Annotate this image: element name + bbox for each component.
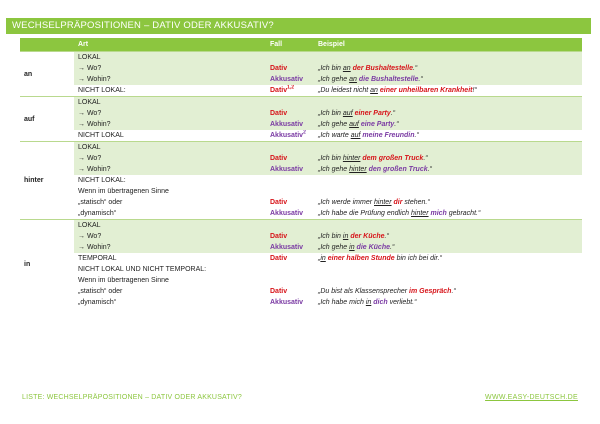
fall-cell xyxy=(266,220,314,232)
example-cell: „Ich bin in der Küche.“ xyxy=(314,231,582,242)
fall-cell: Akkusativ xyxy=(266,208,314,220)
table-row xyxy=(20,63,582,74)
art-cell: LOKAL xyxy=(74,97,266,109)
example-cell xyxy=(314,175,582,186)
art-cell: NICHT LOKAL xyxy=(74,130,266,142)
header-art: Art xyxy=(74,38,266,52)
table-row xyxy=(20,220,582,232)
table-row xyxy=(20,85,582,97)
table-row xyxy=(20,74,582,85)
table-body xyxy=(20,52,582,309)
example-cell xyxy=(314,97,582,109)
footer-title: LISTE: WECHSELPRÄPOSITIONEN – DATIV ODER AKKUSATIV? xyxy=(22,394,242,401)
art-cell: LOKAL xyxy=(74,220,266,232)
example-cell: „Ich habe die Prüfung endlich hinter mich gebracht.“ xyxy=(314,208,582,220)
table-row xyxy=(20,264,582,275)
art-cell: TEMPORAL xyxy=(74,253,266,264)
art-cell: → Wohin? xyxy=(74,119,266,130)
preposition-cell: in xyxy=(20,220,74,309)
table-row xyxy=(20,253,582,264)
fall-cell xyxy=(266,275,314,286)
example-cell xyxy=(314,52,582,64)
fall-cell: Dativ xyxy=(266,108,314,119)
example-cell: „Du leidest nicht an einer unheilbaren Krankheit!“ xyxy=(314,85,582,97)
fall-cell: Akkusativ xyxy=(266,297,314,308)
example-cell: „Ich bin auf einer Party.“ xyxy=(314,108,582,119)
fall-cell: Akkusativ xyxy=(266,164,314,175)
fall-cell: Dativ$^{1,2}$ xyxy=(266,85,314,97)
art-cell: → Wo? xyxy=(74,63,266,74)
art-cell: → Wo? xyxy=(74,108,266,119)
art-cell: „dynamisch“ xyxy=(74,208,266,220)
art-cell: → Wohin? xyxy=(74,164,266,175)
art-cell: → Wohin? xyxy=(74,74,266,85)
art-cell: „statisch“ oder xyxy=(74,197,266,208)
table-row xyxy=(20,130,582,142)
table-row xyxy=(20,97,582,109)
header-fall: Fall xyxy=(266,38,314,52)
example-cell: „Ich gehe in die Küche.“ xyxy=(314,242,582,253)
art-cell: Wenn im übertragenen Sinne xyxy=(74,186,266,197)
art-cell: NICHT LOKAL UND NICHT TEMPORAL: xyxy=(74,264,266,275)
example-cell: „Ich gehe hinter den großen Truck.“ xyxy=(314,164,582,175)
fall-cell: Akkusativ xyxy=(266,119,314,130)
art-cell: → Wo? xyxy=(74,153,266,164)
header-prep xyxy=(20,38,74,52)
art-cell: LOKAL xyxy=(74,52,266,64)
fall-cell: Dativ xyxy=(266,197,314,208)
table-row xyxy=(20,153,582,164)
header-beispiel: Beispiel xyxy=(314,38,582,52)
example-cell xyxy=(314,220,582,232)
table-row xyxy=(20,286,582,297)
example-cell: „Ich habe mich in dich verliebt.“ xyxy=(314,297,582,308)
table-row xyxy=(20,186,582,197)
fall-cell xyxy=(266,186,314,197)
table-row xyxy=(20,52,582,64)
fall-cell xyxy=(266,264,314,275)
example-cell: „Ich warte auf meine Freundin.“ xyxy=(314,130,582,142)
example-cell xyxy=(314,264,582,275)
preposition-cell: hinter xyxy=(20,142,74,220)
example-cell: „Du bist als Klassensprecher im Gespräch.“ xyxy=(314,286,582,297)
example-cell xyxy=(314,275,582,286)
fall-cell: Akkusativ xyxy=(266,242,314,253)
footer-link[interactable]: WWW.EASY-DEUTSCH.DE xyxy=(485,394,578,401)
table-row xyxy=(20,297,582,308)
example-cell xyxy=(314,142,582,154)
table-row xyxy=(20,242,582,253)
art-cell: „statisch“ oder xyxy=(74,286,266,297)
art-cell: NICHT LOKAL: xyxy=(74,175,266,186)
example-cell xyxy=(314,186,582,197)
art-cell: → Wo? xyxy=(74,231,266,242)
art-cell: → Wohin? xyxy=(74,242,266,253)
fall-cell: Dativ xyxy=(266,231,314,242)
example-cell: „in einer halben Stunde bin ich bei dir.“ xyxy=(314,253,582,264)
table-row xyxy=(20,275,582,286)
art-cell: NICHT LOKAL: xyxy=(74,85,266,97)
preposition-cell: auf xyxy=(20,97,74,142)
table-row xyxy=(20,208,582,220)
table-row xyxy=(20,231,582,242)
table-row xyxy=(20,197,582,208)
table-row xyxy=(20,164,582,175)
preposition-cell: an xyxy=(20,52,74,97)
fall-cell xyxy=(266,52,314,64)
art-cell: Wenn im übertragenen Sinne xyxy=(74,275,266,286)
example-cell: „Ich bin an der Bushaltestelle.“ xyxy=(314,63,582,74)
prepositions-table xyxy=(20,38,582,308)
example-cell: „Ich gehe auf eine Party.“ xyxy=(314,119,582,130)
art-cell: LOKAL xyxy=(74,142,266,154)
art-cell: „dynamisch“ xyxy=(74,297,266,308)
example-cell: „Ich bin hinter dem großen Truck.“ xyxy=(314,153,582,164)
example-cell: „Ich gehe an die Bushaltestelle.“ xyxy=(314,74,582,85)
fall-cell: Dativ xyxy=(266,153,314,164)
table-row xyxy=(20,142,582,154)
fall-cell: Akkusativ xyxy=(266,74,314,85)
fall-cell xyxy=(266,97,314,109)
fall-cell: Dativ xyxy=(266,63,314,74)
example-cell: „Ich werde immer hinter dir stehen.“ xyxy=(314,197,582,208)
fall-cell: Dativ xyxy=(266,253,314,264)
fall-cell: Dativ xyxy=(266,286,314,297)
page-title: WECHSELPRÄPOSITIONEN – DATIV ODER AKKUSATIV? xyxy=(6,18,591,34)
table-header-row xyxy=(20,38,582,52)
table-row xyxy=(20,108,582,119)
table-row xyxy=(20,119,582,130)
fall-cell xyxy=(266,142,314,154)
table-row xyxy=(20,175,582,186)
fall-cell: Akkusativ$^2$ xyxy=(266,130,314,142)
fall-cell xyxy=(266,175,314,186)
